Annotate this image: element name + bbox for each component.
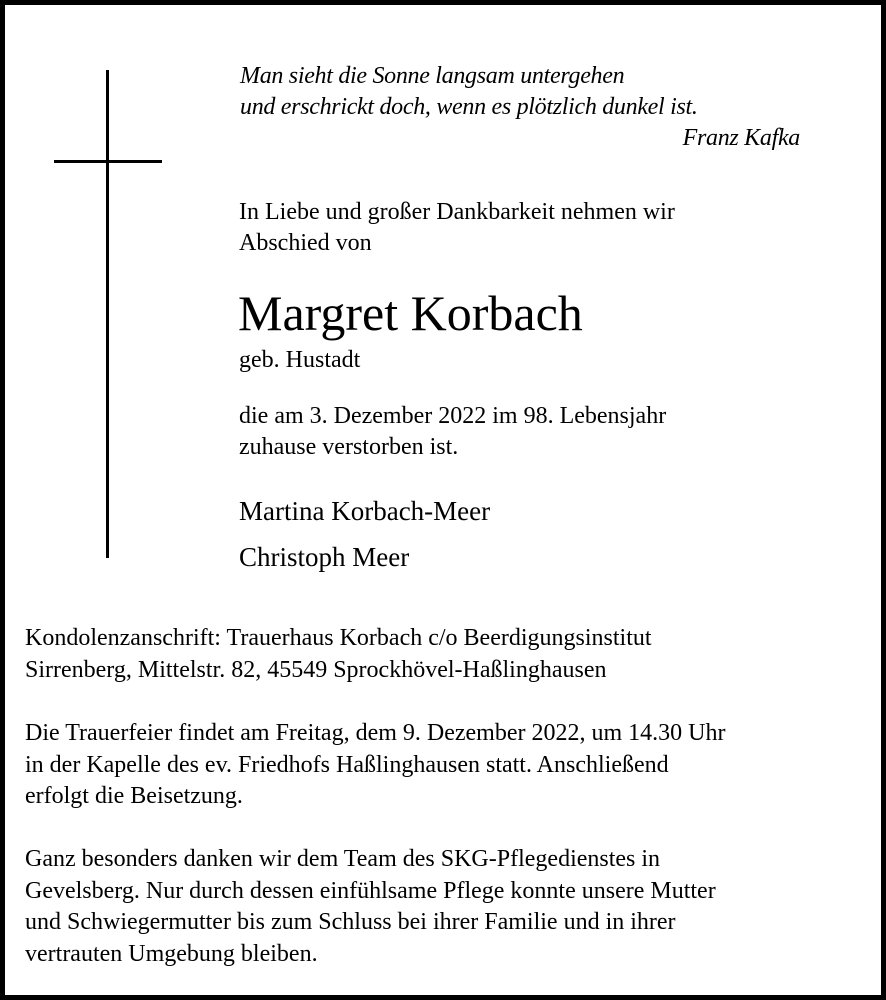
thanks-line: Ganz besonders danken wir dem Team des SKG-Pflegedienstes in (25, 846, 661, 872)
death-notice (239, 401, 666, 463)
funeral-line: in der Kapelle des ev. Friedhofs Haßlinghausen statt. Anschließend (25, 751, 669, 778)
condolence-address (25, 623, 875, 686)
quote-author: Franz Kafka (682, 125, 800, 151)
funeral-info (25, 718, 875, 813)
quote-line: und erschrickt doch, wenn es plötzlich dunkel ist. (240, 94, 698, 120)
maiden-name: geb. Hustadt (239, 347, 361, 373)
address-line: Kondolenzanschrift: Trauerhaus Korbach c/o Beerdigungsinstitut (25, 625, 652, 651)
thanks-text (25, 844, 875, 970)
thanks-line: vertrauten Umgebung bleiben. (25, 940, 318, 967)
thanks-line: Gevelsberg. Nur durch dessen einfühlsame Pflege konnte unsere Mutter (25, 877, 716, 904)
thanks-line: und Schwiegermutter bis zum Schluss bei ihrer Familie und in ihrer (25, 909, 676, 935)
deceased-name: Margret Korbach (238, 285, 583, 341)
intro-line: Abschied von (239, 230, 372, 256)
funeral-line: erfolgt die Beisetzung. (25, 783, 243, 809)
death-line: zuhause verstorben ist. (239, 434, 459, 460)
intro-line: In Liebe und großer Dankbarkeit nehmen wir (239, 199, 675, 225)
mourner-name: Christoph Meer (239, 542, 410, 572)
quote-line: Man sieht die Sonne langsam untergehen (240, 63, 625, 89)
kafka-quote (240, 61, 800, 154)
death-line: die am 3. Dezember 2022 im 98. Lebensjahr (239, 403, 667, 429)
intro-text (239, 197, 675, 259)
cross-icon (106, 70, 109, 558)
funeral-line: Die Trauerfeier findet am Freitag, dem 9. Dezember 2022, um 14.30 Uhr (25, 720, 726, 746)
mourner-name: Martina Korbach-Meer (239, 496, 491, 526)
cross-icon-crossbar (54, 160, 162, 163)
address-line: Sirrenberg, Mittelstr. 82, 45549 Sprockhövel-Haßlinghausen (25, 656, 607, 683)
